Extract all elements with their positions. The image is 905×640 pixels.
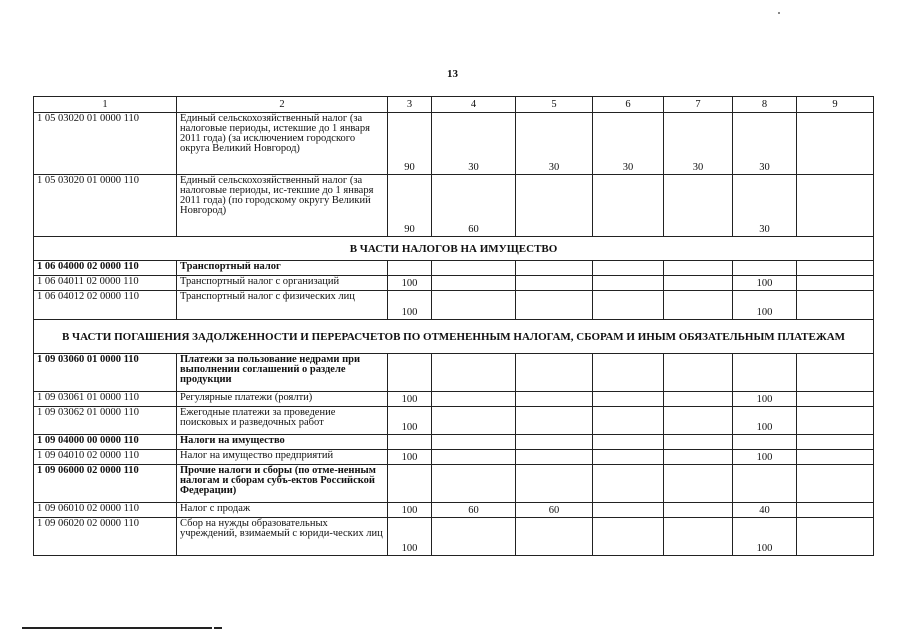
percent-cell-col-8: 100 <box>733 518 797 556</box>
table-row <box>34 392 874 407</box>
column-number-1: 1 <box>34 97 177 113</box>
percent-cell-col-4 <box>432 465 516 503</box>
percent-cell-col-6 <box>593 435 664 450</box>
percent-cell-col-4 <box>432 392 516 407</box>
percent-cell-col-5: 60 <box>516 503 593 518</box>
table-row <box>34 503 874 518</box>
percent-cell-col-3 <box>388 261 432 276</box>
percent-cell-col-9 <box>797 261 874 276</box>
percent-cell-col-6 <box>593 392 664 407</box>
percent-cell-col-3 <box>388 435 432 450</box>
footnote-dash <box>214 627 222 629</box>
column-number-4: 4 <box>432 97 516 113</box>
column-number-5: 5 <box>516 97 593 113</box>
table-row <box>34 261 874 276</box>
percent-cell-col-8: 100 <box>733 407 797 435</box>
revenue-name-cell: Единый сельскохозяйственный налог (за налоговые периоды, истекшие до 1 января 2011 года) (за исключением городского округа Великий Новгород) <box>177 113 388 175</box>
percent-cell-col-7 <box>664 175 733 237</box>
column-number-row <box>34 97 874 113</box>
column-number-2: 2 <box>177 97 388 113</box>
column-number-6: 6 <box>593 97 664 113</box>
budget-code-cell: 1 06 04000 02 0000 110 <box>34 261 177 276</box>
percent-cell-col-3: 100 <box>388 276 432 291</box>
percent-cell-col-3: 100 <box>388 392 432 407</box>
percent-cell-col-8: 30 <box>733 113 797 175</box>
table-row <box>34 518 874 556</box>
column-number-8: 8 <box>733 97 797 113</box>
percent-cell-col-8: 100 <box>733 291 797 320</box>
percent-cell-col-3: 100 <box>388 503 432 518</box>
revenue-name-cell: Транспортный налог с организаций <box>177 276 388 291</box>
section-title: В ЧАСТИ НАЛОГОВ НА ИМУЩЕСТВО <box>34 237 874 261</box>
percent-cell-col-9 <box>797 276 874 291</box>
percent-cell-col-5 <box>516 435 593 450</box>
section-header-row <box>34 320 874 354</box>
table-row <box>34 354 874 392</box>
percent-cell-col-7 <box>664 354 733 392</box>
percent-cell-col-4 <box>432 276 516 291</box>
percent-cell-col-5 <box>516 291 593 320</box>
percent-cell-col-7 <box>664 291 733 320</box>
footnote-separator <box>22 627 212 629</box>
table-row <box>34 276 874 291</box>
budget-code-cell: 1 05 03020 01 0000 110 <box>34 175 177 237</box>
percent-cell-col-8: 100 <box>733 392 797 407</box>
percent-cell-col-8 <box>733 261 797 276</box>
percent-cell-col-9 <box>797 435 874 450</box>
revenue-name-cell: Сбор на нужды образовательных учреждений, взимаемый с юриди-ческих лиц <box>177 518 388 556</box>
percent-cell-col-5 <box>516 465 593 503</box>
revenue-name-cell: Регулярные платежи (роялти) <box>177 392 388 407</box>
percent-cell-col-6: 30 <box>593 113 664 175</box>
percent-cell-col-4 <box>432 261 516 276</box>
section-header-row <box>34 237 874 261</box>
budget-table <box>33 96 874 556</box>
revenue-name-cell: Транспортный налог <box>177 261 388 276</box>
percent-cell-col-5 <box>516 450 593 465</box>
percent-cell-col-9 <box>797 354 874 392</box>
percent-cell-col-9 <box>797 392 874 407</box>
table-row <box>34 175 874 237</box>
column-number-7: 7 <box>664 97 733 113</box>
percent-cell-col-3: 100 <box>388 518 432 556</box>
percent-cell-col-4 <box>432 450 516 465</box>
revenue-name-cell: Транспортный налог с физических лиц <box>177 291 388 320</box>
percent-cell-col-8: 100 <box>733 450 797 465</box>
budget-code-cell: 1 09 03062 01 0000 110 <box>34 407 177 435</box>
percent-cell-col-6 <box>593 518 664 556</box>
percent-cell-col-6 <box>593 407 664 435</box>
percent-cell-col-8: 100 <box>733 276 797 291</box>
revenue-name-cell: Ежегодные платежи за проведение поисковых и разведочных работ <box>177 407 388 435</box>
percent-cell-col-6 <box>593 276 664 291</box>
percent-cell-col-5: 30 <box>516 113 593 175</box>
percent-cell-col-7 <box>664 392 733 407</box>
budget-code-cell: 1 09 04010 02 0000 110 <box>34 450 177 465</box>
section-title: В ЧАСТИ ПОГАШЕНИЯ ЗАДОЛЖЕННОСТИ И ПЕРЕРАСЧЕТОВ ПО ОТМЕНЕННЫМ НАЛОГАМ, СБОРАМ И ИНЫМ ОБЯЗАТЕЛЬНЫМ ПЛАТЕЖАМ <box>34 320 874 354</box>
percent-cell-col-7 <box>664 465 733 503</box>
revenue-name-cell: Налоги на имущество <box>177 435 388 450</box>
table-row <box>34 435 874 450</box>
percent-cell-col-5 <box>516 276 593 291</box>
percent-cell-col-3: 100 <box>388 407 432 435</box>
budget-code-cell: 1 09 06000 02 0000 110 <box>34 465 177 503</box>
percent-cell-col-7 <box>664 276 733 291</box>
percent-cell-col-5 <box>516 354 593 392</box>
column-number-3: 3 <box>388 97 432 113</box>
percent-cell-col-9 <box>797 291 874 320</box>
percent-cell-col-4 <box>432 435 516 450</box>
percent-cell-col-4 <box>432 407 516 435</box>
percent-cell-col-3 <box>388 465 432 503</box>
percent-cell-col-4 <box>432 291 516 320</box>
percent-cell-col-9 <box>797 407 874 435</box>
percent-cell-col-3 <box>388 354 432 392</box>
revenue-name-cell: Прочие налоги и сборы (по отме-ненным налогам и сборам субъ-ектов Российской Федерации) <box>177 465 388 503</box>
percent-cell-col-9 <box>797 175 874 237</box>
percent-cell-col-8: 30 <box>733 175 797 237</box>
revenue-name-cell: Платежи за пользование недрами при выполнении соглашений о разделе продукции <box>177 354 388 392</box>
budget-code-cell: 1 09 03060 01 0000 110 <box>34 354 177 392</box>
percent-cell-col-6 <box>593 354 664 392</box>
percent-cell-col-5 <box>516 518 593 556</box>
percent-cell-col-8 <box>733 435 797 450</box>
percent-cell-col-4: 60 <box>432 503 516 518</box>
percent-cell-col-3: 90 <box>388 113 432 175</box>
budget-code-cell: 1 09 04000 00 0000 110 <box>34 435 177 450</box>
percent-cell-col-4 <box>432 518 516 556</box>
column-number-9: 9 <box>797 97 874 113</box>
budget-code-cell: 1 05 03020 01 0000 110 <box>34 113 177 175</box>
percent-cell-col-8 <box>733 354 797 392</box>
percent-cell-col-7 <box>664 518 733 556</box>
percent-cell-col-5 <box>516 407 593 435</box>
percent-cell-col-7 <box>664 261 733 276</box>
percent-cell-col-5 <box>516 175 593 237</box>
percent-cell-col-9 <box>797 113 874 175</box>
percent-cell-col-4 <box>432 354 516 392</box>
revenue-name-cell: Налог с продаж <box>177 503 388 518</box>
table-row <box>34 450 874 465</box>
percent-cell-col-7: 30 <box>664 113 733 175</box>
percent-cell-col-8 <box>733 465 797 503</box>
percent-cell-col-8: 40 <box>733 503 797 518</box>
percent-cell-col-6 <box>593 450 664 465</box>
percent-cell-col-6 <box>593 503 664 518</box>
percent-cell-col-5 <box>516 261 593 276</box>
percent-cell-col-9 <box>797 503 874 518</box>
percent-cell-col-9 <box>797 518 874 556</box>
table-row <box>34 465 874 503</box>
budget-code-cell: 1 09 06010 02 0000 110 <box>34 503 177 518</box>
page-number: 13 <box>447 68 458 80</box>
percent-cell-col-6 <box>593 291 664 320</box>
scan-speck <box>778 12 780 14</box>
budget-code-cell: 1 06 04011 02 0000 110 <box>34 276 177 291</box>
percent-cell-col-9 <box>797 450 874 465</box>
budget-code-cell: 1 06 04012 02 0000 110 <box>34 291 177 320</box>
percent-cell-col-7 <box>664 503 733 518</box>
revenue-name-cell: Единый сельскохозяйственный налог (за налоговые периоды, ис-текшие до 1 января 2011 года) (по городскому округу Великий Новгород) <box>177 175 388 237</box>
percent-cell-col-6 <box>593 175 664 237</box>
table-row <box>34 407 874 435</box>
percent-cell-col-5 <box>516 392 593 407</box>
percent-cell-col-4: 60 <box>432 175 516 237</box>
budget-code-cell: 1 09 03061 01 0000 110 <box>34 392 177 407</box>
table-row <box>34 291 874 320</box>
percent-cell-col-4: 30 <box>432 113 516 175</box>
percent-cell-col-6 <box>593 465 664 503</box>
budget-code-cell: 1 09 06020 02 0000 110 <box>34 518 177 556</box>
table-row <box>34 113 874 175</box>
percent-cell-col-6 <box>593 261 664 276</box>
percent-cell-col-3: 90 <box>388 175 432 237</box>
percent-cell-col-3: 100 <box>388 450 432 465</box>
percent-cell-col-9 <box>797 465 874 503</box>
revenue-name-cell: Налог на имущество предприятий <box>177 450 388 465</box>
percent-cell-col-3: 100 <box>388 291 432 320</box>
percent-cell-col-7 <box>664 450 733 465</box>
percent-cell-col-7 <box>664 407 733 435</box>
percent-cell-col-7 <box>664 435 733 450</box>
